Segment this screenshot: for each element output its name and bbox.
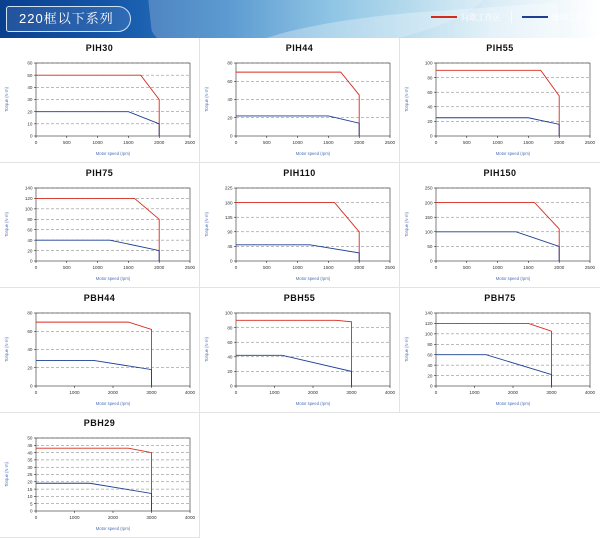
chart-plot-pih30 [0, 53, 200, 158]
svg-text:Torque (N·m): Torque (N·m) [4, 337, 9, 362]
chart-title-pih30: PIH30 [85, 43, 114, 53]
svg-text:60: 60 [427, 352, 433, 358]
svg-text:Motor speed (rpm): Motor speed (rpm) [495, 276, 531, 281]
svg-text:2000: 2000 [554, 265, 565, 270]
svg-text:100: 100 [424, 229, 433, 235]
svg-text:80: 80 [27, 216, 33, 222]
svg-text:20: 20 [27, 109, 33, 115]
svg-text:Torque (N·m): Torque (N·m) [404, 212, 409, 237]
chart-svg-pih55 [400, 53, 600, 158]
svg-text:80: 80 [427, 341, 433, 347]
chart-title-pbh44: PBH44 [83, 293, 116, 303]
svg-text:Motor speed (rpm): Motor speed (rpm) [295, 276, 331, 281]
chart-svg-pih30 [0, 53, 200, 158]
svg-text:2500: 2500 [584, 140, 596, 145]
legend-swatch-intermittent-icon [431, 16, 457, 18]
svg-text:0: 0 [234, 265, 238, 270]
chart-cell-empty [400, 413, 600, 538]
svg-text:2000: 2000 [354, 265, 365, 270]
svg-text:Torque (N·m): Torque (N·m) [4, 212, 9, 237]
svg-text:15: 15 [27, 486, 33, 492]
svg-text:Torque (N·m): Torque (N·m) [4, 87, 9, 112]
svg-text:2500: 2500 [184, 265, 196, 270]
svg-text:3000: 3000 [146, 390, 157, 395]
chart-cell-pih55 [400, 38, 600, 163]
svg-text:200: 200 [424, 200, 433, 206]
svg-text:1000: 1000 [292, 265, 303, 270]
chart-title-pih44: PIH44 [285, 43, 314, 53]
svg-text:3000: 3000 [546, 390, 557, 395]
svg-text:0: 0 [34, 390, 38, 395]
svg-text:2000: 2000 [107, 515, 119, 520]
svg-text:0: 0 [429, 383, 433, 389]
svg-text:40: 40 [27, 450, 33, 456]
svg-text:40: 40 [427, 104, 433, 110]
chart-svg-pih44 [200, 53, 400, 158]
chart-cell-pih44 [200, 38, 400, 163]
svg-text:30: 30 [27, 97, 33, 103]
svg-text:2500: 2500 [384, 140, 396, 145]
legend-divider [511, 11, 512, 23]
svg-text:1000: 1000 [292, 140, 303, 145]
svg-text:1500: 1500 [523, 140, 534, 145]
svg-text:0: 0 [434, 390, 438, 395]
chart-title-pih150: PIH150 [483, 168, 517, 178]
chart-plot-pbh55 [200, 303, 400, 408]
legend-label-intermittent: 间歇工作区 [461, 12, 501, 22]
svg-text:60: 60 [227, 78, 233, 84]
svg-text:0: 0 [34, 140, 38, 145]
svg-text:0: 0 [434, 140, 438, 145]
svg-text:0: 0 [29, 133, 33, 139]
svg-text:35: 35 [27, 457, 33, 463]
svg-text:120: 120 [424, 321, 433, 327]
svg-text:0: 0 [429, 133, 433, 139]
page-title: 220框以下系列 [6, 6, 131, 32]
chart-cell-pbh75 [400, 288, 600, 413]
svg-text:135: 135 [224, 214, 233, 220]
legend-item-intermittent [431, 12, 501, 23]
chart-svg-pih110 [200, 178, 400, 283]
chart-svg-pbh44 [0, 303, 200, 408]
svg-text:20: 20 [27, 365, 33, 371]
svg-text:60: 60 [27, 60, 33, 66]
svg-text:0: 0 [229, 258, 233, 264]
svg-text:Motor speed (rpm): Motor speed (rpm) [295, 151, 331, 156]
svg-text:4000: 4000 [584, 390, 596, 395]
chart-plot-pbh29 [0, 428, 200, 533]
svg-text:100: 100 [224, 310, 233, 316]
chart-svg-pbh55 [200, 303, 400, 408]
svg-text:80: 80 [427, 75, 433, 81]
svg-text:1500: 1500 [323, 265, 334, 270]
svg-text:10: 10 [27, 121, 33, 127]
svg-text:2000: 2000 [154, 265, 165, 270]
svg-text:1000: 1000 [492, 265, 503, 270]
svg-text:1000: 1000 [92, 140, 103, 145]
svg-text:1500: 1500 [523, 265, 534, 270]
svg-text:500: 500 [62, 265, 71, 270]
svg-text:0: 0 [229, 133, 233, 139]
svg-text:100: 100 [24, 206, 33, 212]
svg-text:45: 45 [27, 443, 33, 448]
chart-title-pih55: PIH55 [486, 43, 514, 53]
svg-text:1000: 1000 [69, 515, 80, 520]
svg-text:40: 40 [27, 347, 33, 353]
svg-text:80: 80 [227, 60, 233, 66]
svg-text:1500: 1500 [123, 140, 134, 145]
svg-text:40: 40 [427, 362, 433, 368]
svg-text:0: 0 [229, 383, 233, 389]
svg-text:60: 60 [27, 328, 33, 334]
svg-text:1000: 1000 [92, 265, 103, 270]
svg-text:0: 0 [34, 515, 38, 520]
svg-text:Torque (N·m): Torque (N·m) [204, 212, 209, 237]
svg-text:2500: 2500 [184, 140, 196, 145]
svg-text:90: 90 [227, 229, 233, 235]
svg-text:20: 20 [27, 248, 33, 254]
chart-plot-pih75 [0, 178, 200, 283]
chart-plot-pih44 [200, 53, 400, 158]
svg-text:Motor speed (rpm): Motor speed (rpm) [95, 151, 131, 156]
svg-text:1000: 1000 [69, 390, 80, 395]
svg-text:2000: 2000 [154, 140, 165, 145]
chart-plot-pih150 [400, 178, 600, 283]
chart-plot-pih110 [200, 178, 400, 283]
page-header [0, 0, 600, 38]
svg-text:50: 50 [427, 244, 433, 250]
chart-svg-pbh75 [400, 303, 600, 408]
svg-text:0: 0 [234, 390, 238, 395]
svg-text:Torque (N·m): Torque (N·m) [4, 462, 9, 487]
svg-text:500: 500 [262, 265, 271, 270]
svg-text:5: 5 [29, 501, 33, 507]
chart-cell-pbh29 [0, 413, 200, 538]
svg-text:Motor speed (rpm): Motor speed (rpm) [95, 526, 131, 531]
svg-text:0: 0 [234, 140, 238, 145]
svg-text:100: 100 [424, 60, 433, 66]
svg-text:500: 500 [262, 140, 271, 145]
svg-text:0: 0 [34, 265, 38, 270]
svg-text:20: 20 [427, 373, 433, 379]
svg-text:0: 0 [29, 383, 33, 389]
svg-text:45: 45 [227, 244, 233, 250]
svg-text:0: 0 [434, 265, 438, 270]
svg-text:40: 40 [227, 354, 233, 360]
svg-text:30: 30 [27, 464, 33, 470]
svg-text:Torque (N·m): Torque (N·m) [404, 87, 409, 112]
chart-cell-pbh55 [200, 288, 400, 413]
svg-text:250: 250 [424, 185, 433, 191]
svg-text:225: 225 [224, 185, 233, 191]
svg-text:60: 60 [27, 227, 33, 233]
svg-text:140: 140 [24, 185, 33, 191]
svg-text:150: 150 [424, 214, 433, 220]
svg-text:1500: 1500 [323, 140, 334, 145]
svg-text:40: 40 [227, 97, 233, 103]
chart-plot-pih55 [400, 53, 600, 158]
svg-text:500: 500 [462, 265, 471, 270]
chart-svg-pih150 [400, 178, 600, 283]
svg-text:4000: 4000 [184, 390, 196, 395]
chart-cell-pbh44 [0, 288, 200, 413]
svg-text:4000: 4000 [184, 515, 196, 520]
chart-title-pih75: PIH75 [85, 168, 114, 178]
svg-text:4000: 4000 [384, 390, 396, 395]
chart-cell-pih150 [400, 163, 600, 288]
svg-text:Motor speed (rpm): Motor speed (rpm) [495, 151, 531, 156]
chart-svg-pih75 [0, 178, 200, 283]
svg-text:1000: 1000 [469, 390, 480, 395]
svg-text:80: 80 [227, 325, 233, 331]
chart-cell-empty [200, 413, 400, 538]
chart-title-pbh75: PBH75 [484, 293, 516, 303]
svg-text:3000: 3000 [146, 515, 157, 520]
svg-text:2000: 2000 [354, 140, 365, 145]
svg-text:Motor speed (rpm): Motor speed (rpm) [495, 401, 531, 406]
svg-text:2000: 2000 [554, 140, 565, 145]
svg-text:Torque (N·m): Torque (N·m) [204, 87, 209, 112]
svg-text:80: 80 [27, 310, 33, 316]
svg-text:180: 180 [224, 200, 233, 206]
chart-title-pbh29: PBH29 [83, 418, 116, 428]
svg-text:0: 0 [29, 508, 33, 514]
legend [431, 11, 592, 23]
svg-text:20: 20 [227, 369, 233, 375]
chart-plot-pbh44 [0, 303, 200, 408]
chart-title-pih110: PIH110 [283, 168, 316, 178]
svg-text:20: 20 [27, 479, 33, 485]
svg-text:2000: 2000 [507, 390, 519, 395]
svg-text:1000: 1000 [492, 140, 503, 145]
svg-text:50: 50 [27, 72, 33, 78]
svg-text:20: 20 [427, 119, 433, 125]
svg-text:40: 40 [27, 237, 33, 243]
svg-text:120: 120 [24, 196, 33, 202]
svg-text:2500: 2500 [584, 265, 596, 270]
svg-text:Torque (N·m): Torque (N·m) [204, 337, 209, 362]
svg-text:Motor speed (rpm): Motor speed (rpm) [295, 401, 331, 406]
chart-cell-pih30 [0, 38, 200, 163]
svg-text:140: 140 [424, 310, 433, 316]
svg-text:500: 500 [462, 140, 471, 145]
chart-grid [0, 38, 600, 538]
svg-text:2000: 2000 [107, 390, 119, 395]
svg-text:Motor speed (rpm): Motor speed (rpm) [95, 401, 131, 406]
svg-text:60: 60 [427, 89, 433, 95]
chart-svg-pbh29 [0, 428, 200, 533]
svg-text:2000: 2000 [307, 390, 319, 395]
svg-text:1000: 1000 [269, 390, 280, 395]
svg-text:1500: 1500 [123, 265, 134, 270]
svg-text:40: 40 [27, 85, 33, 91]
svg-text:60: 60 [227, 339, 233, 345]
legend-item-continuous [522, 12, 592, 23]
chart-plot-pbh75 [400, 303, 600, 408]
chart-title-pbh55: PBH55 [283, 293, 316, 303]
chart-cell-pih75 [0, 163, 200, 288]
svg-text:2500: 2500 [384, 265, 396, 270]
svg-text:10: 10 [27, 494, 33, 500]
svg-text:100: 100 [424, 331, 433, 337]
svg-text:500: 500 [62, 140, 71, 145]
svg-text:0: 0 [429, 258, 433, 264]
svg-text:Torque (N·m): Torque (N·m) [404, 337, 409, 362]
svg-text:3000: 3000 [346, 390, 357, 395]
svg-text:20: 20 [227, 115, 233, 121]
chart-cell-pih110 [200, 163, 400, 288]
legend-swatch-continuous-icon [522, 16, 548, 18]
svg-text:50: 50 [27, 435, 33, 441]
svg-text:25: 25 [27, 472, 33, 478]
svg-text:0: 0 [29, 258, 33, 264]
svg-text:Motor speed (rpm): Motor speed (rpm) [95, 276, 131, 281]
legend-label-continuous: 连续工作区 [552, 12, 592, 22]
